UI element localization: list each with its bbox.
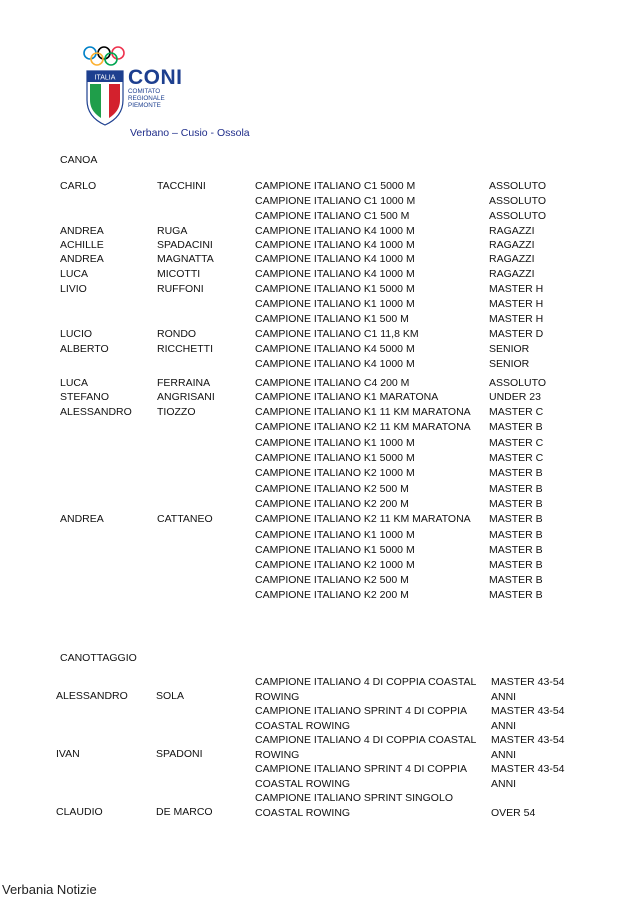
category-label: RAGAZZI: [489, 225, 535, 237]
category-label: MASTER B: [489, 498, 543, 510]
category-label: MASTER B: [489, 483, 543, 495]
championship-title: CAMPIONE ITALIANO C4 200 M: [255, 377, 410, 389]
athlete-last-name: CATTANEO: [157, 513, 213, 525]
category-label: ASSOLUTO: [489, 180, 546, 192]
region-title: Verbano – Cusio - Ossola: [130, 127, 250, 139]
athlete-last-name: RONDO: [157, 328, 197, 340]
championship-title: CAMPIONE ITALIANO K2 1000 M: [255, 467, 415, 479]
category-label: MASTER H: [489, 298, 544, 310]
championship-title: CAMPIONE ITALIANO 4 DI COPPIA COASTAL ROWING: [255, 734, 476, 761]
athlete-first-name: ANDREA: [60, 225, 104, 237]
championship-title: CAMPIONE ITALIANO SPRINT 4 DI COPPIA COASTAL ROWING: [255, 763, 467, 790]
championship-title: CAMPIONE ITALIANO K4 1000 M: [255, 268, 415, 280]
championship-title: CAMPIONE ITALIANO K1 1000 M: [255, 298, 415, 310]
championship-title: CAMPIONE ITALIANO K2 200 M: [255, 589, 409, 601]
championship-title: CAMPIONE ITALIANO K1 1000 M: [255, 529, 415, 541]
athlete-last-name: MAGNATTA: [157, 253, 214, 265]
category-label: MASTER C: [489, 406, 544, 418]
championship-title: CAMPIONE ITALIANO K1 MARATONA: [255, 391, 439, 403]
championship-title: CAMPIONE ITALIANO K1 5000 M: [255, 283, 415, 295]
coni-logo: [82, 44, 182, 126]
category-label: UNDER 23: [489, 391, 541, 403]
championship-title: CAMPIONE ITALIANO SPRINT 4 DI COPPIA COASTAL ROWING: [255, 705, 467, 732]
athlete-first-name: LIVIO: [60, 283, 87, 295]
section-heading-canottaggio: CANOTTAGGIO: [60, 652, 137, 664]
championship-title: CAMPIONE ITALIANO K2 11 KM MARATONA: [255, 513, 471, 525]
championship-title: CAMPIONE ITALIANO C1 5000 M: [255, 180, 416, 192]
category-label: MASTER H: [489, 313, 544, 325]
category-label: MASTER C: [489, 452, 544, 464]
athlete-last-name: MICOTTI: [157, 268, 201, 280]
athlete-last-name: SOLA: [156, 690, 185, 702]
championship-title: CAMPIONE ITALIANO K4 5000 M: [255, 343, 415, 355]
italia-shield-icon: [86, 70, 124, 126]
category-label: MASTER B: [489, 467, 543, 479]
category-label: MASTER D: [489, 328, 544, 340]
championship-title: CAMPIONE ITALIANO K1 500 M: [255, 313, 409, 325]
category-label: OVER 54: [491, 807, 536, 819]
coni-title: CONI: [128, 66, 183, 89]
championship-title: CAMPIONE ITALIANO K2 500 M: [255, 483, 409, 495]
championship-title: CAMPIONE ITALIANO K2 1000 M: [255, 559, 415, 571]
championship-title: CAMPIONE ITALIANO K2 11 KM MARATONA: [255, 421, 471, 433]
category-label: MASTER 43-54 ANNI: [491, 734, 565, 761]
championship-title: CAMPIONE ITALIANO K1 5000 M: [255, 452, 415, 464]
athlete-last-name: FERRAINA: [157, 377, 211, 389]
category-label: MASTER B: [489, 513, 543, 525]
championship-title: CAMPIONE ITALIANO C1 500 M: [255, 210, 410, 222]
athlete-first-name: CLAUDIO: [56, 806, 103, 818]
athlete-first-name: ALESSANDRO: [60, 406, 132, 418]
athlete-last-name: TACCHINI: [157, 180, 206, 192]
category-label: ASSOLUTO: [489, 210, 546, 222]
category-label: MASTER B: [489, 559, 543, 571]
category-label: ASSOLUTO: [489, 377, 546, 389]
championship-title: CAMPIONE ITALIANO C1 1000 M: [255, 195, 416, 207]
athlete-first-name: ANDREA: [60, 513, 104, 525]
badge-text: ITALIA: [94, 74, 116, 82]
category-label: RAGAZZI: [489, 268, 535, 280]
category-label: MASTER C: [489, 437, 544, 449]
section-heading-canoa: CANOA: [60, 154, 98, 166]
athlete-first-name: STEFANO: [60, 391, 110, 403]
athlete-last-name: RICCHETTI: [157, 343, 213, 355]
category-label: MASTER B: [489, 544, 543, 556]
category-label: MASTER B: [489, 574, 543, 586]
category-label: RAGAZZI: [489, 239, 535, 251]
category-label: MASTER B: [489, 589, 543, 601]
coni-subtitle: COMITATO REGIONALE PIEMONTE: [128, 88, 165, 109]
category-label: MASTER B: [489, 529, 543, 541]
athlete-last-name: RUFFONI: [157, 283, 204, 295]
athlete-first-name: ACHILLE: [60, 239, 104, 251]
category-label: ASSOLUTO: [489, 195, 546, 207]
athlete-first-name: LUCA: [60, 268, 89, 280]
championship-title: CAMPIONE ITALIANO K4 1000 M: [255, 239, 415, 251]
athlete-first-name: ALESSANDRO: [56, 690, 128, 702]
championship-title: CAMPIONE ITALIANO K1 5000 M: [255, 544, 415, 556]
athlete-last-name: RUGA: [157, 225, 188, 237]
athlete-first-name: LUCIO: [60, 328, 93, 340]
category-label: MASTER 43-54 ANNI: [491, 676, 565, 703]
championship-title: CAMPIONE ITALIANO C1 11,8 KM: [255, 328, 419, 340]
championship-title: CAMPIONE ITALIANO 4 DI COPPIA COASTAL ROWING: [255, 676, 476, 703]
championship-title: CAMPIONE ITALIANO K4 1000 M: [255, 225, 415, 237]
category-label: RAGAZZI: [489, 253, 535, 265]
championship-title: CAMPIONE ITALIANO K1 1000 M: [255, 437, 415, 449]
championship-title: CAMPIONE ITALIANO K2 200 M: [255, 498, 409, 510]
olympic-rings-icon: [82, 44, 128, 68]
athlete-last-name: DE MARCO: [156, 806, 213, 818]
athlete-last-name: TIOZZO: [157, 406, 196, 418]
athlete-first-name: CARLO: [60, 180, 97, 192]
footer-credit: Verbania Notizie: [2, 882, 97, 897]
athlete-last-name: SPADACINI: [157, 239, 213, 251]
athlete-first-name: ALBERTO: [60, 343, 109, 355]
athlete-first-name: ANDREA: [60, 253, 104, 265]
category-label: MASTER 43-54 ANNI: [491, 705, 565, 732]
category-label: MASTER B: [489, 421, 543, 433]
championship-title: CAMPIONE ITALIANO SPRINT SINGOLO COASTAL ROWING: [255, 792, 453, 819]
category-label: SENIOR: [489, 343, 530, 355]
athlete-first-name: IVAN: [56, 748, 80, 760]
category-label: SENIOR: [489, 358, 530, 370]
category-label: MASTER 43-54 ANNI: [491, 763, 565, 790]
championship-title: CAMPIONE ITALIANO K4 1000 M: [255, 358, 415, 370]
athlete-last-name: ANGRISANI: [157, 391, 215, 403]
category-label: MASTER H: [489, 283, 544, 295]
athlete-last-name: SPADONI: [156, 748, 203, 760]
championship-title: CAMPIONE ITALIANO K4 1000 M: [255, 253, 415, 265]
championship-title: CAMPIONE ITALIANO K1 11 KM MARATONA: [255, 406, 471, 418]
championship-title: CAMPIONE ITALIANO K2 500 M: [255, 574, 409, 586]
athlete-first-name: LUCA: [60, 377, 89, 389]
